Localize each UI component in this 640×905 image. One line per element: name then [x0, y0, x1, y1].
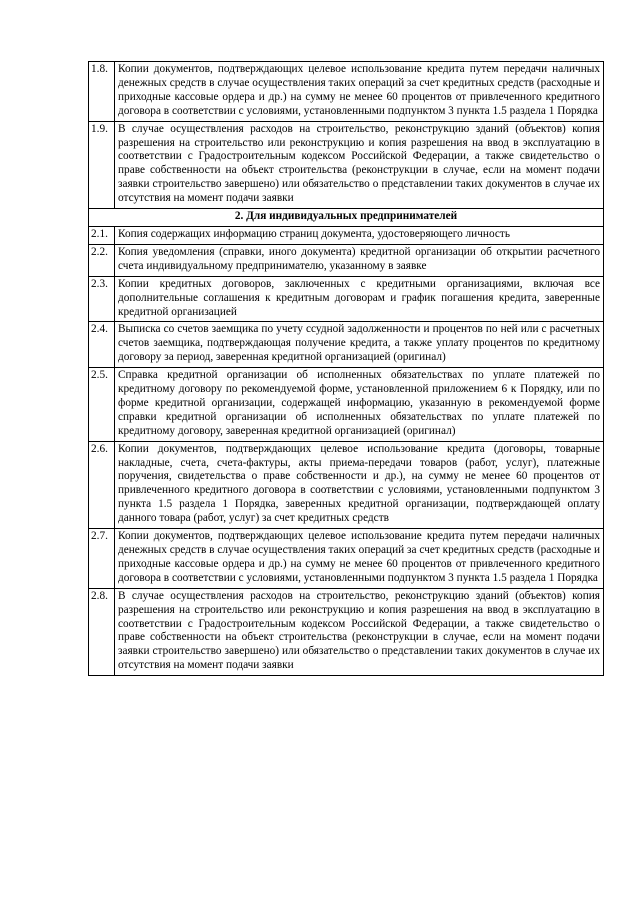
table-row: [89, 276, 604, 322]
table-row: [89, 529, 604, 589]
row-text: В случае осуществления расходов на строительство, реконструкцию зданий (объектов) копия разрешения на строительство или реконструкцию и копия разрешения на ввод в эксплуатацию в соответствии с Градостроительным кодексом Российской Федерации, а также свидетельство о праве собственности на объект строительства (реконструкции в случае, если на момент подачи заявки строительство завершено) или обязательство о представлении таких документов в случае их отсутствия на момент подачи заявки: [115, 588, 604, 675]
row-text: В случае осуществления расходов на строительство, реконструкцию зданий (объектов) копия разрешения на строительство или реконструкцию и копия разрешения на ввод в эксплуатацию в соответствии с Градостроительным кодексом Российской Федерации, а также свидетельство о праве собственности на объект строительства (реконструкции в случае, если на момент подачи заявки строительство завершено) или обязательство о представлении таких документов в случае их отсутствия на момент подачи заявки: [115, 121, 604, 208]
row-text: Копии документов, подтверждающих целевое использование кредита (договоры, товарные накладные, счета, счета-фактуры, акты приема-передачи товаров (работ, услуг), платежные поручения, свидетельства о праве собственности и др.), на сумму не менее 60 процентов от привлеченного кредитного договора в соответствии с условиями, установленными подпунктом 3 пункта 1.5 раздела 1 Порядка, заверенных кредитной организации, подтверждающей оплату данного товара (работ, услуг) за счет кредитных средств: [115, 441, 604, 528]
row-text: Копии документов, подтверждающих целевое использование кредита путем передачи наличных денежных средств в случае осуществления таких операций за счет кредитных средств (расходные и приходные кассовые ордера и др.) на сумму не менее 60 процентов от привлеченного кредитного договора в соответствии с условиями, установленными подпунктом 3 пункта 1.5 раздела 1 Порядка: [115, 62, 604, 122]
table-row: [89, 368, 604, 442]
row-text: Копии документов, подтверждающих целевое использование кредита путем передачи наличных денежных средств в случае осуществления таких операций за счет кредитных средств (расходные и приходные кассовые ордера и др.) на сумму не менее 60 процентов от привлеченного кредитного договора в соответствии с условиями, установленными подпунктом 3 пункта 1.5 раздела 1 Порядка: [115, 529, 604, 589]
row-text: Справка кредитной организации об исполненных обязательствах по уплате платежей по кредитному договору по рекомендуемой форме, установленной приложением 6 к Порядку, или по форме кредитной организации, содержащей информацию, указанную в рекомендуемой форме справки кредитной организации об исполненных обязательствах по уплате платежей по кредитному договору, заверенная кредитной организацией (оригинал): [115, 368, 604, 442]
table-row: [89, 121, 604, 208]
table-row: [89, 441, 604, 528]
documents-table: [88, 61, 604, 676]
row-number: 2.6.: [89, 441, 115, 528]
row-text: Копии кредитных договоров, заключенных с кредитными организациями, включая все дополнительные соглашения к кредитным договорам и график погашения кредита, заверенные кредитной организацией: [115, 276, 604, 322]
table-row: [89, 588, 604, 675]
row-number: 2.7.: [89, 529, 115, 589]
row-number: 2.3.: [89, 276, 115, 322]
row-number: 2.2.: [89, 244, 115, 276]
row-text: Копия содержащих информацию страниц документа, удостоверяющего личность: [115, 226, 604, 244]
row-number: 2.1.: [89, 226, 115, 244]
row-number: 1.9.: [89, 121, 115, 208]
table-row: [89, 226, 604, 244]
row-number: 2.5.: [89, 368, 115, 442]
section-title: 2. Для индивидуальных предпринимателей: [89, 209, 604, 227]
row-text: Копия уведомления (справки, иного документа) кредитной организации об открытии расчетного счета индивидуальному предпринимателю, указанному в заявке: [115, 244, 604, 276]
row-number: 2.4.: [89, 322, 115, 368]
table-row: [89, 244, 604, 276]
table-row: [89, 62, 604, 122]
table-row: [89, 322, 604, 368]
row-number: 1.8.: [89, 62, 115, 122]
section-header-row: [89, 209, 604, 227]
row-text: Выписка со счетов заемщика по учету ссудной задолженности и процентов по ней или с расчетных счетов заемщика, подтверждающая получение кредита, а также уплату процентов по кредитному договору за период, заверенная кредитной организацией (оригинал): [115, 322, 604, 368]
row-number: 2.8.: [89, 588, 115, 675]
